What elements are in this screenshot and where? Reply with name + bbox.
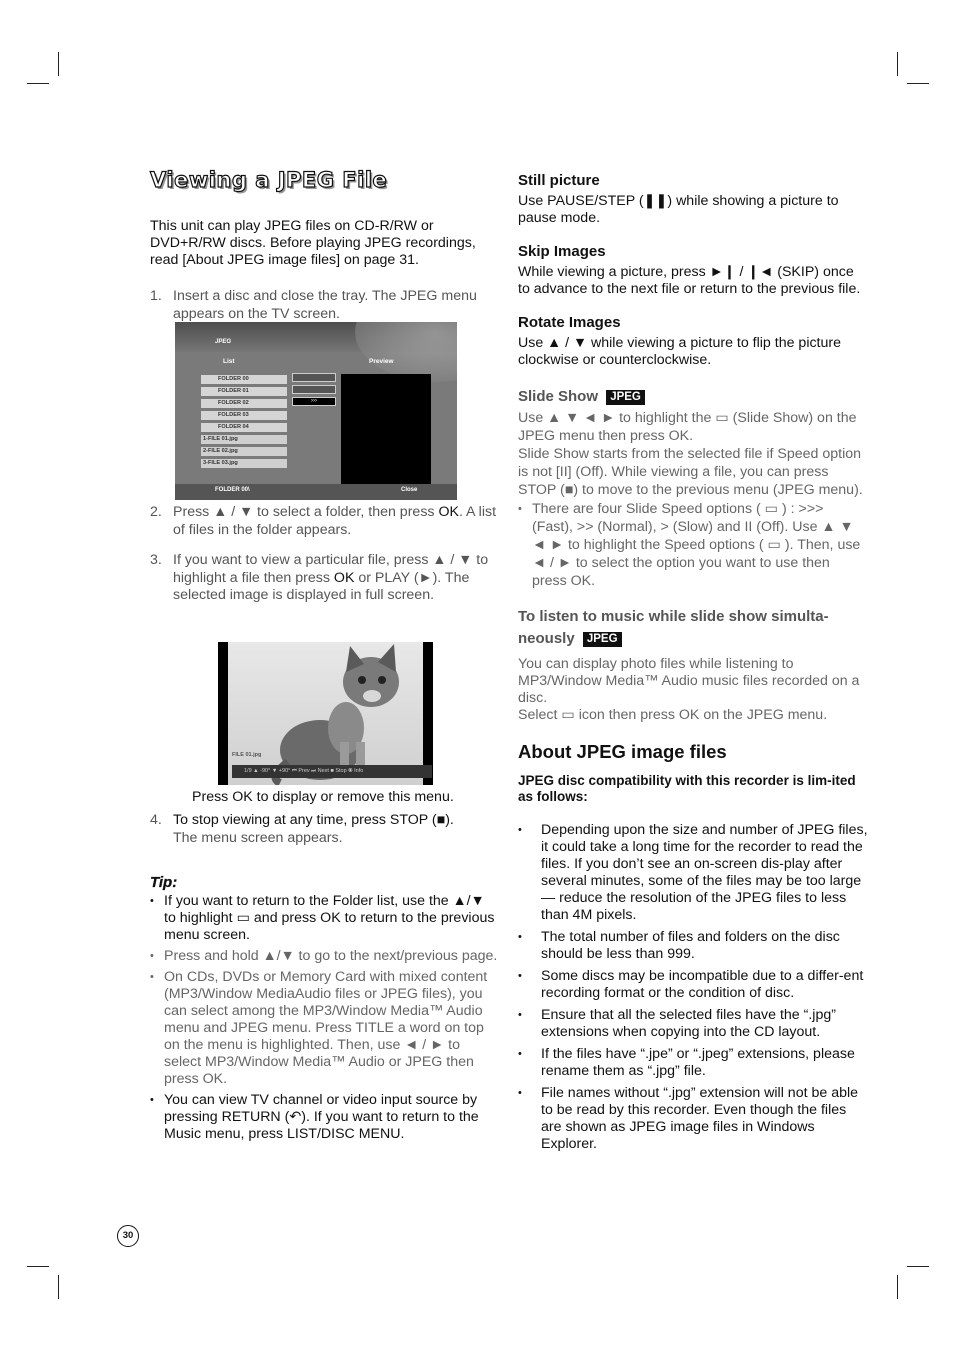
step-number: 4. — [150, 812, 162, 828]
menu-folder-row[interactable]: FOLDER 02 — [201, 399, 287, 408]
key-ok: OK — [438, 504, 459, 520]
rotate-images-text: Use ▲ / ▼ while viewing a picture to flip the picture clockwise or counterclockwise. — [518, 335, 842, 368]
menu-label-jpeg: JPEG — [215, 339, 232, 345]
about-list — [518, 822, 868, 1153]
about-heading: About JPEG image files — [518, 741, 727, 762]
menu-label-list: List — [223, 358, 235, 365]
jpeg-menu-screenshot — [175, 322, 457, 500]
listen-music-title-1: To listen to music while slide show simulta- — [518, 608, 829, 625]
step-number: 3. — [150, 552, 162, 568]
crop-mark — [897, 52, 898, 76]
skip-images-text: While viewing a picture, press ►❙ / ❙◄ (SKIP) once to advance to the next file or return to the previous file. — [518, 264, 861, 297]
listen-music-text-1: You can display photo files while listening to MP3/Window Media™ Audio music files recorded on a disc. — [518, 656, 860, 706]
cat-image — [228, 642, 423, 785]
listen-music-text-2: Select ▭ icon then press OK on the JPEG menu. — [518, 707, 828, 723]
menu-slideshow-icon[interactable] — [292, 373, 336, 382]
right-column — [518, 172, 868, 1157]
step-4-and-tip — [150, 812, 498, 1143]
step-1 — [150, 288, 498, 323]
cat-photo — [228, 642, 423, 785]
jpeg-badge: JPEG — [583, 632, 622, 647]
crop-mark — [907, 1266, 929, 1267]
menu-file-row[interactable]: 3-FILE 03.jpg — [201, 459, 287, 468]
steps-2-3 — [150, 504, 498, 605]
slide-show-bullet: • There are four Slide Speed options ( ▭ ) : >>> (Fast), >> (Normal), > (Slow) and II (Off). Use ▲ ▼ ◄ ► to highlight the Speed options ( ▭ ). Then, use ◄ / ► to select the option you want to use then press OK. — [518, 500, 868, 590]
menu-folder-row[interactable]: FOLDER 00 — [201, 375, 287, 384]
page-number: 30 — [117, 1225, 139, 1247]
page-title: Viewing a JPEG File — [150, 168, 388, 192]
step-text-part: To stop viewing at any time, press STOP (■). — [173, 812, 454, 828]
image-control-bar: 1/9 ▲ -90° ▼ +90° ⏮ Prev ⏭ Next ■ Stop ⦿ Info — [232, 765, 432, 778]
tip-item: • If you want to return to the Folder list, use the ▲/▼ to highlight ▭ and press OK to return to the previous menu screen. — [150, 893, 498, 944]
menu-folder-row[interactable]: FOLDER 03 — [201, 411, 287, 420]
step-2 — [150, 504, 498, 539]
menu-speed-icon[interactable]: ››› — [292, 397, 336, 406]
tip-item: • You can view TV channel or video input source by pressing RETURN (↶). If you want to return to the Music menu, press LIST/DISC MENU. — [150, 1092, 498, 1143]
still-picture-heading: Still picture — [518, 172, 600, 189]
about-item: • Some discs may be incompatible due to a differ-ent recording format or the condition of disc. — [518, 968, 868, 1002]
step-4 — [150, 812, 498, 847]
menu-file-row[interactable]: 1-FILE 01.jpg — [201, 435, 287, 444]
still-picture-text: Use PAUSE/STEP (❚❚) while showing a picture to pause mode. — [518, 193, 839, 226]
slide-show-text-2: Slide Show starts from the selected file if Speed option is not [II] (Off). While viewing a file, you can press STOP (■) to move to the previous menu (JPEG menu). — [518, 446, 863, 498]
skip-images-heading: Skip Images — [518, 243, 606, 260]
slide-show-heading — [518, 388, 868, 405]
step-text — [173, 504, 498, 539]
step-text — [173, 552, 498, 605]
step-text-part: Press ▲ / ▼ to select a folder, then press — [173, 504, 439, 520]
about-item: • Ensure that all the selected files have the “.jpg” extensions when copying into the CD layout. — [518, 1007, 868, 1041]
key-ok: OK — [333, 569, 355, 586]
about-item: • File names without “.jpg” extension will not be able to be read by this recorder. Even though the files are shown as JPEG image files in Windows Explorer. — [518, 1085, 868, 1153]
image-filename: FILE 01.jpg — [232, 752, 262, 758]
about-item: • Depending upon the size and number of JPEG files, it could take a long time for the recorder to read the files. If you don’t see an on-screen dis-play after several minutes, some of the files may be too large — reduce the resolution of the JPEG files to less than 4M pixels. — [518, 822, 868, 924]
slide-show-list — [518, 500, 868, 590]
menu-close-label[interactable]: Close — [401, 487, 418, 493]
crop-mark — [27, 83, 49, 84]
menu-folder-row[interactable]: FOLDER 01 — [201, 387, 287, 396]
step-3 — [150, 552, 498, 605]
intro-text: This unit can play JPEG files on CD-R/RW or DVD+R/RW discs. Before playing JPEG recordings, read [About JPEG image files] on page 31. — [150, 218, 476, 268]
menu-file-row[interactable]: 2-FILE 02.jpg — [201, 447, 287, 456]
crop-mark — [58, 1275, 59, 1299]
slide-show-title: Slide Show — [518, 388, 599, 405]
about-subheading: JPEG disc compatibility with this recorder is lim-ited as follows: — [518, 773, 856, 804]
slide-show-text-1: Use ▲ ▼ ◄ ► to highlight the ▭ (Slide Show) on the JPEG menu then press OK. — [518, 410, 857, 444]
disc-graphic — [355, 322, 457, 382]
step-text-part: If you want to view a particular file, press ▲ / ▼ to highlight a file then press — [173, 552, 489, 586]
menu-music-icon[interactable] — [292, 385, 336, 394]
fullscreen-image-screenshot — [218, 642, 433, 785]
step-number: 1. — [150, 288, 162, 304]
tip-list — [150, 893, 498, 1143]
crop-mark — [27, 1266, 49, 1267]
tip-heading: Tip: — [150, 874, 178, 891]
step-text-part: The menu screen appears. — [173, 829, 343, 846]
crop-mark — [907, 83, 929, 84]
menu-preview-pane — [341, 374, 431, 499]
step-text: Insert a disc and close the tray. The JPEG menu appears on the TV screen. — [173, 288, 477, 322]
about-item: • The total number of files and folders on the disc should be less than 999. — [518, 929, 868, 963]
tip-item: • Press and hold ▲/▼ to go to the next/previous page. — [150, 948, 498, 965]
about-item: • If the files have “.jpe” or “.jpeg” extensions, please rename them as “.jpg” file. — [518, 1046, 868, 1080]
menu-current-folder: FOLDER 00\ — [215, 487, 250, 493]
menu-folder-row[interactable]: FOLDER 04 — [201, 423, 287, 432]
jpeg-badge: JPEG — [606, 390, 645, 405]
step-number: 2. — [150, 504, 162, 520]
rotate-images-heading: Rotate Images — [518, 314, 621, 331]
crop-mark — [58, 52, 59, 76]
listen-music-heading — [518, 606, 868, 650]
listen-music-title-2: neously — [518, 630, 575, 647]
left-column — [150, 168, 498, 323]
tip-item: • On CDs, DVDs or Memory Card with mixed content (MP3/Window MediaAudio files or JPEG files), you can select among the MP3/Window Media™ Audio menu and JPEG menu. Press TITLE a word on top on the menu is highlighted. Then, use ◄ / ► to select MP3/Window Media™ Audio or JPEG then press OK. — [150, 969, 498, 1088]
crop-mark — [897, 1275, 898, 1299]
step-text-part: . A list of files in the folder appears. — [173, 504, 497, 538]
menu-label-preview: Preview — [369, 358, 394, 365]
step-text-part: or PLAY (►). The selected image is displayed in full screen. — [173, 569, 470, 603]
step-text — [173, 812, 454, 847]
image-caption: Press OK to display or remove this menu. — [192, 789, 454, 805]
